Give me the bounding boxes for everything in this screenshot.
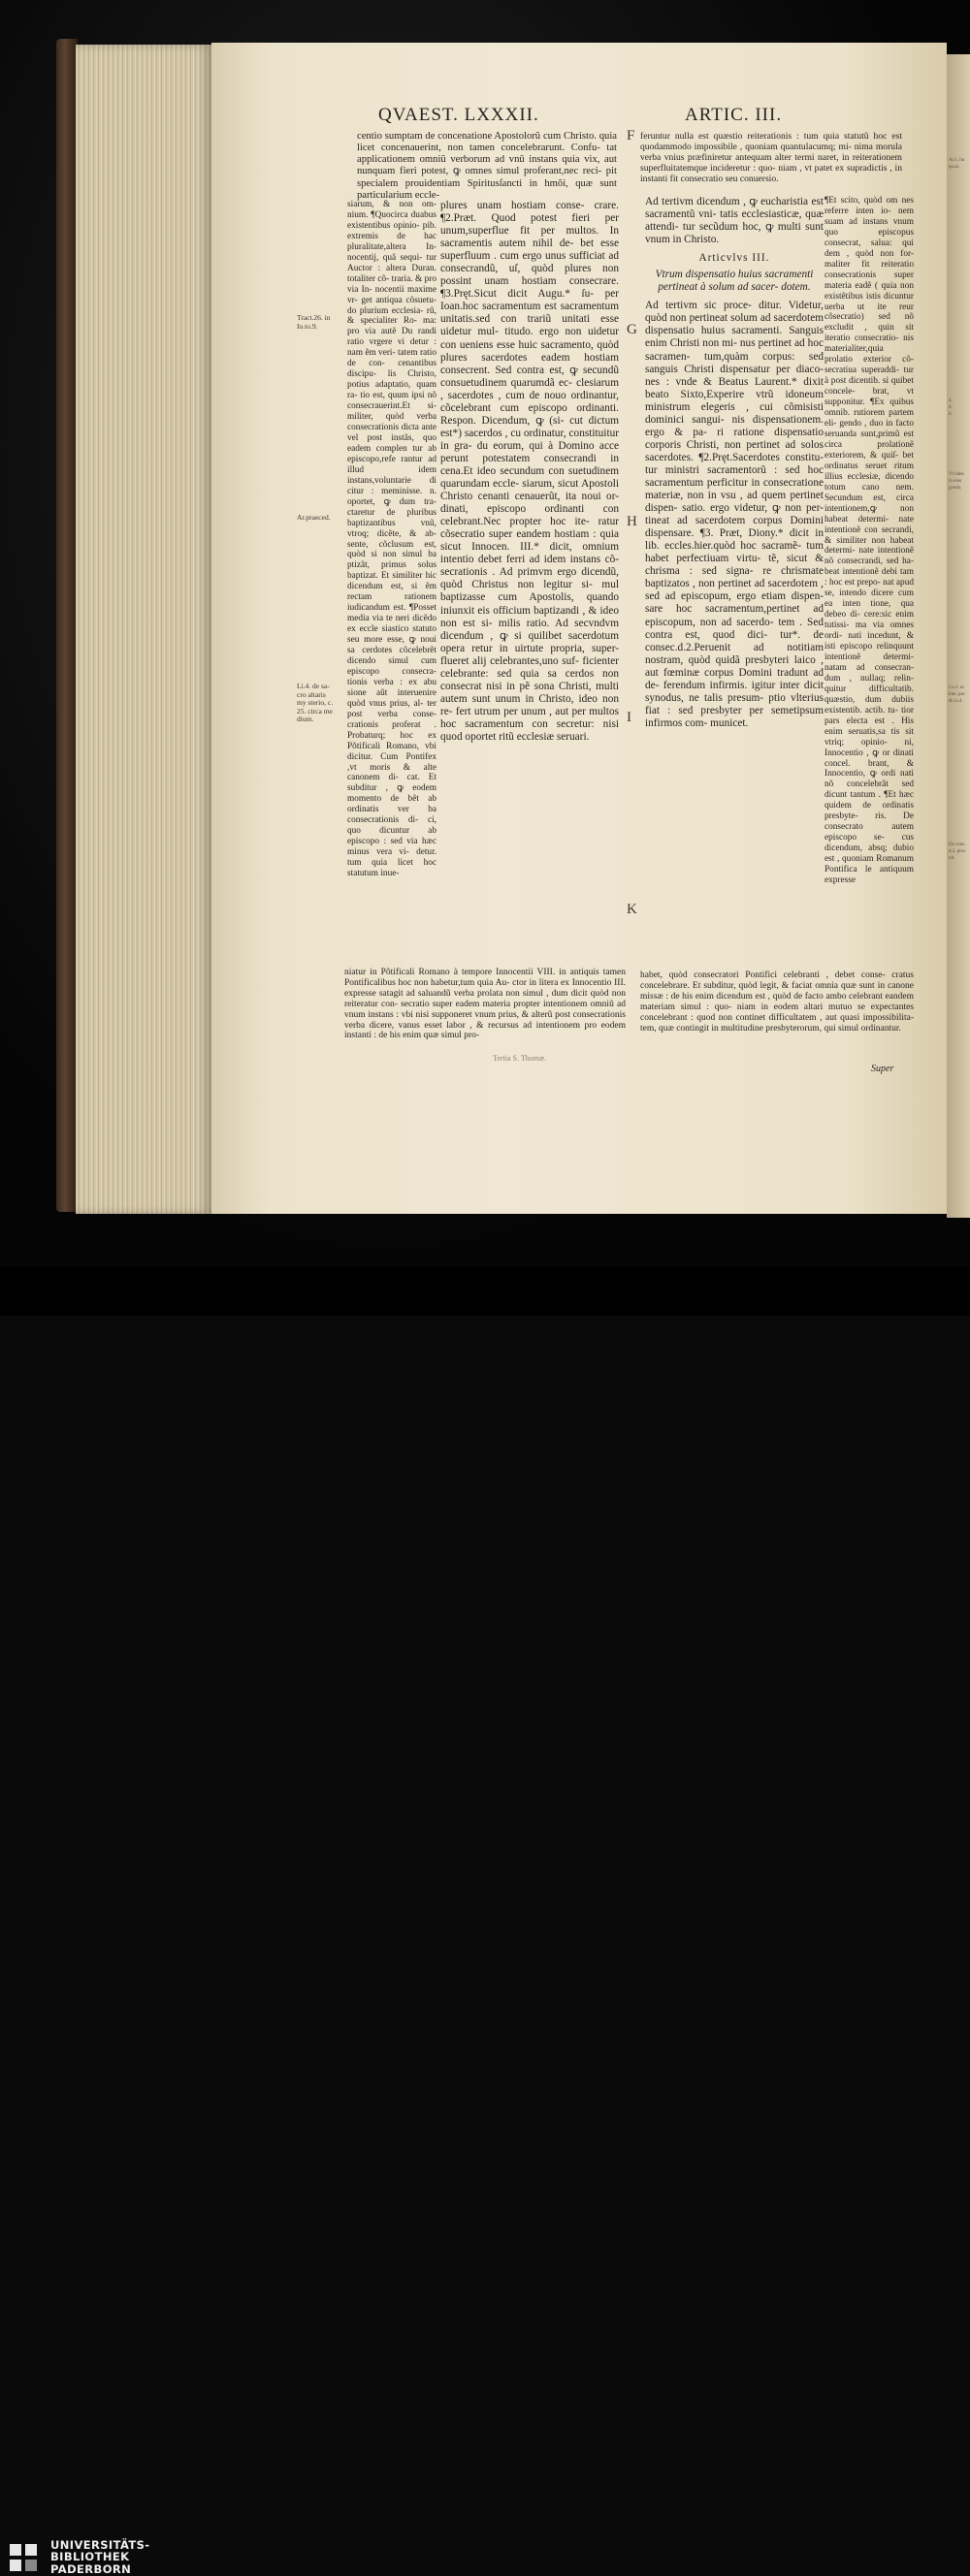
facing-page-strip (947, 54, 970, 1218)
library-name-line: PADERBORN (50, 2561, 132, 2576)
running-header-question: QVAEST. LXXXII. (378, 105, 539, 125)
library-name-line: BIBLIOTHEK (50, 2550, 130, 2564)
margin-note: Li.4. de sa- cro altaris my sterio, c. 25. circa me dium. (297, 682, 334, 724)
page-edges (76, 45, 211, 1214)
book-cover-board (56, 39, 78, 1212)
main-text-left: plures unam hostiam conse- crare. ¶2.Præt. Quod potest fieri per unum,superflue fit per multos. In sacramentis autem nihil de- bet esse superfluum . cum ergo unus sufficiat ad consecrandũ, uſ, quòd plures non possint unam hostiam consecrare. ¶3.Pręt.Sicut dicit Augu.* ſu- per Ioan.hoc sacramentum est sacramentum unitatis.sed con trariũ unitati esse uidetur mul- titudo. ergo non uidetur con ueniens esse huic sacramento, quòd plures sacerdotes eadem hostiam consecrent. Sed contra est, ꝙ secundũ consuetudinem quarumdã ec- clesiarum , sacerdotes , cum de nouo ordinantur, cõcelebrant cum episcopo ordinanti. Respon. Dicendum, ꝙ (si- cut dictum est*) sacerdos , cu ordinatur, constituitur in gra- du eorum, qui à Domino acce perunt potestatem consecrandi in cena.Et ideo secundum con suetudinem quarundam eccle- siarum, sicut Apostoli Christo cenanti cenauerũt, ita noui or- dinati, episcopo ordinanti con celebrant.Nec propter hoc ite- ratur cõsecratio super eandem hostiam : quia sicut Innocen. III.* dicit, omnium intentio debet ferri ad idem instans cõ- secrationis . Ad primvm ergo dicendũ, quòd Christus non legitur si- mul baptizasse cum Apostolis, quando iniunxit eis officium baptizandi , & ideo non est si- milis ratio. Ad secvndvm dicendum , ꝙ si quilibet sacerdotum opera retur in uirtute propria, super- flueret alij celebrantes,uno suf- ficienter celebrante: sed quia sa cerdos non consecrat nisi in pẽ sona Christi, multi autem sunt unum in Christo, ideo non re- fert utrum per unum , aut per multos hoc sacramentum con secretur: nisi quod oportet ritũ ecclesiæ seruari. (440, 200, 619, 743)
commentary-gloss-right: ¶Et scito, quòd om nes referre inten io- nem suam ad instans vnum quo episcopus consecrat, salua: qui dem , quòd non for- maliter fit reiteratio consecrationis super materia eadẽ ( quia non existẽtibus istis dicuntur uerba ut ite reur cõsecratio) sed nõ excludit , quin sit iteratio consecratio- nis materialiter,quia prolatio exterior cõ- secratiua superaddi- tur à post dicentib. si quibet concele- brat, vt supponitur. ¶Ex quibus omnib. rutiorem partem eli- gendo , duo in facto seruanda sunt,primũ est circa prolationẽ exteriorem, & quiſ- bet ordinatus seruet ritum illius ecclesiæ, dicendo totum cano nem. Secundum est, circa intentionem,ꝙ non habeat determi- nate intentionẽ con secrandi, & similiter non habeat determi- nate intentionẽ nõ consecrandi, sed ha- beat intentionẽ debi tam : hoc est prepo- nat apud se, intendo dicere cum ea inten tione, qua debeo di- cere:sic enim tutissi- ma via omnes ordi- nati incedunt, & isti episcopo relinquunt intentionẽ determi- natam ad consecran- dum , nullaq; relin- quitur difficultatib. quæstio, dum dubiis existentib. actib. tu- tior pars electa est . His enim seruatis,sa tis sit vtriq; opinio- ni, Innocentio , ꝙ or dinati concel. brant, & Innocentio, ꝙ ordi nati nõ concelebrãt sed dicunt tantum . ¶Et hæc quidem de ordinatis presbyte- ris. De consecrato autem episcopo se- cus dicendum, absq; dubio est , quoniam Romanum Pontifica le antiquum expresse (824, 196, 914, 885)
catchword: Super (871, 1064, 894, 1074)
section-letter: I (627, 710, 631, 725)
article-title: Articvlvs III. (698, 252, 770, 265)
library-name (50, 2539, 149, 2575)
strip-note: De cons. d.2. pres nit. (949, 843, 966, 861)
commentary-top-left: centio sumptam de concenatione Apostolorũ cum Christo. quia licet concenauerint, non tamen concelebrarunt. Confu- tat applicationem omniũ verborum ad vnũ instans quia vix, aut nunquam fieri potest, ꝙ omnes simul proferant,nec reci- pit specialem prouidentiam Spiritusſancti in hmõi, quæ sunt particularium eccle- (357, 131, 617, 201)
scan-image (0, 0, 970, 1267)
commentary-top-right: feruntur nulla est quæstio reiterationis : tum quia statutũ hoc est quodammodo impossibile , quoniam quantulacumq; mi- nima morula verba vnius præfiniretur antequam alter termi naret, in reiterationem superfluitatemque incideretur : quo- niam , vt patet ex supradictis , in instanti fit consecratio seu conuersio. (640, 131, 902, 184)
book-page (211, 43, 947, 1214)
section-letter: K (627, 902, 637, 917)
strip-note: Ar.1. hu qu.ar. (949, 158, 965, 170)
strip-note: d. 6. 6. (949, 398, 953, 417)
library-name-line: UNIVERSITÄTS- (50, 2538, 150, 2552)
commentary-bottom-left: niatur in Põtificali Romano à tempore Innocentii VIII. in antiquis tamen Pontificalibus hoc non habetur,tum quia Au- ctor in litera ex Innocentio III. expresse satagit ad saluandũ verba prolata non simul , dum dicit quòd non reiteratur con- secratio super eadem materia propter intentionem omniũ ad vnum instans : vbi nisi supponeret vnum prius, & alterũ post consecrationis verba dicere, vanus esset labor , & recursus ad intentionem pro eodem instanti : de his enim quæ simul pro- (344, 968, 626, 1039)
reply-to-third: Ad tertivm dicendum , ꝙ eucharistia est sacramentũ vni- tatis ecclesiasticæ, quæ attendi- tur secũdum hoc, ꝙ multi sunt vnum in Christo. (645, 196, 824, 246)
library-footer (0, 1267, 970, 2576)
margin-note: Tract.26. in Io.to.9. (297, 313, 331, 331)
margin-note: Ar.praeced. (297, 513, 331, 522)
signature-mark: Tertia S. Thomæ. (493, 1054, 547, 1063)
main-text-right (645, 196, 824, 991)
article-body: Ad tertivm sic proce- ditur. Videtur, quòd non pertineat solum ad sacerdotem dispensatio huius sacramenti. Sanguis enim Christi non mi- nus pertinet ad hoc sacramen- tum,quàm corpus: sed sanguis Christi dispensatur per diaco- nes : vnde & Beatus Laurent.* dixit beato Sixto,Experire vtrũ idoneum ministrum elegeris , cui cõmisisti dominici sangui- nis dispensationem. ergo & pa- ri ratione dispensatio corporis Christi, non pertinet ad solos sacerdotes. ¶2.Pręt.Sacerdotes constitu- tur ministri sacramentorũ : sed hoc sacramentum perficitur in consecratione materiæ, non in vsu , ad quem pertinet dispen- satio. ergo videtur, ꝙ non per- tineat ad sacerdotem corpus Domini dispensare. ¶3. Præt, Diony.* dicit in lib. eccles.hier.quòd hoc sacramẽ- tum habet perfectiuam virtu- tẽ, sicut & chrisma : sed signa- re chrismate baptizatos , non pertinet ad sacerdotem , sed ad episcopum, ergo etiam dispen- sare hoc sacramentum,pertinet ad episcopum, non ad sacerdo- tem . Sed contra est, quod dici- tur*. de consec.d.2.Peruenit ad notitiam nostram, quòd quidã presbyteri laico , aut fœminæ corpus Domini tradunt ad de- ferendum infirmis. igitur inter dicit synodus, ne talis presum- ptio vlterius fiat : sed presbyter per semetipsum infirmos com- municet. (645, 300, 824, 729)
section-letter: H (627, 514, 637, 529)
library-logo-icon (10, 2544, 39, 2573)
section-letter: F (627, 128, 635, 143)
strip-note: Ca.3. ec hier. par & ca.4. (949, 685, 965, 704)
commentary-gloss-left: siarum, & non om- nium. ¶Quocirca duabus existentibus opinio- pib. extremis de hac pluralitate,altera In- nocentij, quã sequi- tur Auctor : altera Duran. totaliter cõ- traria. & pro via In- nocentii maxime vr- get antiqua cõsuetu- do plurium ecclesia- rũ, & specialiter Ro- ma: pro via autẽ Du randi ratio vrgere vi detur : nam ẽm veri- tatem ratio de con- cenantibus discipu- lis Christo, potius adaptatio, quam ra- tio est, quum ipsi nõ consecrauerint.Et si- militer, quòd verba consecrationis dicta ante vel post instãs, quo eadem complen tur ab episcopo,refe rantur ad illud idem instans,voluntarie di citur : meminisse. n. oportet, ꝙ dum tra- ctaretur de pluribus baptizantibus vnũ, vtroq; dicẽte, & ab- sente, cõclusum est, quòd si non simul ba ptizãt, primus solus baptizat. Et similiter hic dicendum est, si ẽm rectam rationem iudicandum est. ¶Posset media via te neri dicẽdo ex eccle siastico statuto seu more esse, ꝙ noui sa cerdotes cõcelebrẽt dicendo simul cum episcopo consecra- tionis verba : ex abu sione aũt interuenire quòd vnus prius, al- ter post verba conse- crationis proferat . Probaturq; hoc ex Põtificali Romano, vbi dicitur. Cum Pontifex ,vt moris & alte canonem di- cat. Et subditur , ꝙ eodem momento de bẽt ab ordinatis ver ba consecrationis di- ci, quo dicuntur ab episcopo : sed via hæc minus vera vi- detur. tum quia licet hoc statutum inue- (347, 200, 436, 879)
commentary-bottom-right: habet, quòd consecratori Pontifici celebranti , debet conse- cratus concelebrare. Et subditur, quòd legit, & faciat omnia quæ sunt in canone missæ : de his enim dicendum est , quòd de facto ambo celebrant eandem materiam simul : quo- niam in eodem altari mutuo se expectantes concelebrant : quod non continet difficultatem , aut quasi impossibilita- tem, quæ contingit in multitudine presbyterorum, qui simul ordinantur. (640, 970, 914, 1034)
section-letter: G (627, 322, 637, 337)
running-header-article: ARTIC. III. (685, 105, 783, 125)
article-question: Vtrum dispensatio huius sacramenti pertineat à solum ad sacer- dotem. (655, 269, 814, 294)
strip-note: Vt habe in eius genda. (949, 472, 964, 491)
